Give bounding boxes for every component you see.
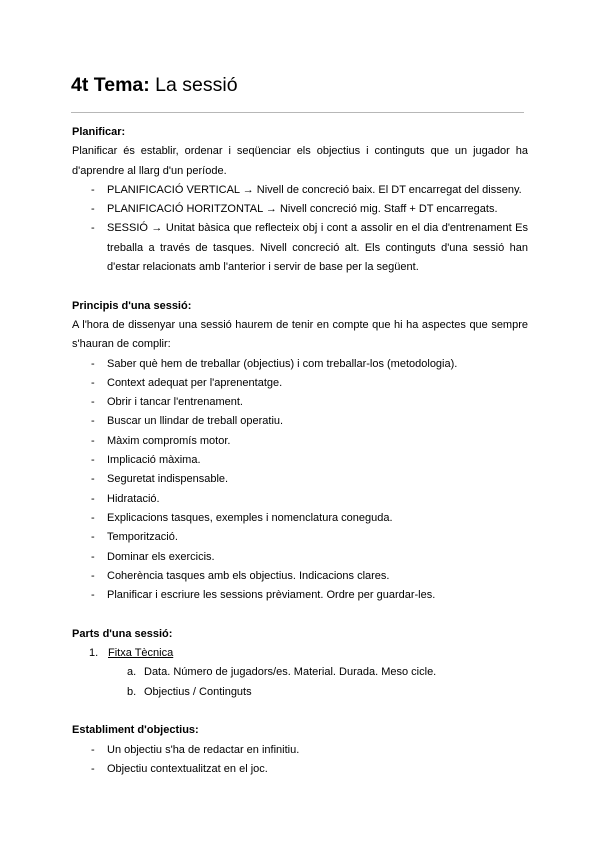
list-item-text: PLANIFICACIÓ HORITZONTAL → Nivell concreció mig. Staff + DT encarregats. [107, 203, 498, 216]
planificar-intro: Planificar és establir, ordenar i seqüenciar els objectius i continguts que un jugador ha d'aprendre al llarg d'un període. [72, 145, 528, 177]
list-item-text: Planificar i escriure les sessions prèviament. Ordre per guardar-les. [107, 589, 436, 602]
list-item-text: Implicació màxima. [107, 454, 201, 467]
number-marker: 1. [89, 647, 99, 660]
list-item [72, 490, 528, 509]
parts-heading: Parts d'una sessió: [72, 627, 173, 640]
list-item [72, 644, 528, 663]
bullet-marker: - [91, 550, 95, 563]
bullet-marker: - [91, 434, 95, 447]
list-item-text: Màxim compromís motor. [107, 434, 231, 447]
list-item-text: Temporització. [107, 531, 178, 544]
document-body [72, 123, 528, 779]
list-item [72, 470, 528, 489]
list-item [72, 355, 528, 374]
planificar-list [72, 181, 528, 277]
list-item [72, 548, 528, 567]
letter-marker: a. [127, 666, 137, 679]
bullet-marker: - [91, 589, 95, 602]
bullet-marker: - [91, 454, 95, 467]
list-item-text: Dominar els exercicis. [107, 550, 215, 563]
bullet-marker: - [91, 473, 95, 486]
list-item [72, 219, 528, 277]
title-divider [71, 112, 524, 113]
list-item [72, 200, 528, 219]
bullet-marker: - [91, 203, 95, 216]
bullet-marker: - [91, 415, 95, 428]
fitxa-tecnica-sublist [72, 663, 528, 702]
planificar-heading: Planificar: [72, 126, 126, 138]
list-item [72, 760, 528, 779]
list-item [72, 741, 528, 760]
principis-list [72, 355, 528, 606]
list-item [72, 586, 528, 605]
bullet-marker: - [91, 511, 95, 524]
list-item-text: Buscar un llindar de treball operatiu. [107, 415, 284, 428]
title-number: 4t Tema: [71, 74, 150, 96]
bullet-marker: - [91, 222, 95, 235]
bullet-marker: - [91, 376, 95, 389]
list-item-text: Explicacions tasques, exemples i nomenclatura coneguda. [107, 511, 393, 524]
list-item-text: Obrir i tancar l'entrenament. [107, 396, 243, 409]
list-item-text: Saber què hem de treballar (objectius) i com treballar-los (metodologia). [107, 357, 458, 370]
fitxa-tecnica-label: Fitxa Tècnica [108, 647, 174, 660]
bullet-marker: - [91, 762, 95, 775]
list-item [72, 181, 528, 200]
list-item [72, 374, 528, 393]
letter-marker: b. [127, 685, 137, 698]
list-item [72, 393, 528, 412]
bullet-marker: - [91, 743, 95, 756]
bullet-marker: - [91, 492, 95, 505]
principis-intro: A l'hora de dissenyar una sessió haurem de tenir en compte que hi ha aspectes que sempre s'hauran de complir: [72, 318, 528, 351]
list-item [72, 683, 528, 702]
list-item-text: Seguretat indispensable. [107, 473, 229, 486]
list-item-text: Hidratació. [107, 492, 160, 505]
list-item-text: SESSIÓ → Unitat bàsica que reflecteix obj i cont a assolir en el dia d'entrenament Es treballa a través de tasques. Nivell concreció alt. Els continguts d'una sessió han d'estar relacionats amb l'anterior i servir de base per la següent. [107, 222, 528, 274]
bullet-marker: - [91, 396, 95, 409]
list-item [72, 451, 528, 470]
list-item [72, 509, 528, 528]
bullet-marker: - [91, 183, 95, 196]
list-item-text: Objectiu contextualitzat en el joc. [107, 762, 268, 775]
list-item-text: Objectius / Continguts [144, 685, 252, 698]
parts-list [72, 644, 528, 663]
bullet-marker: - [91, 531, 95, 544]
list-item [72, 412, 528, 431]
list-item [72, 528, 528, 547]
list-item-text: PLANIFICACIÓ VERTICAL → Nivell de concreció baix. El DT encarregat del disseny. [107, 183, 522, 196]
list-item [72, 567, 528, 586]
establiment-heading: Establiment d'objectius: [72, 724, 199, 737]
bullet-marker: - [91, 357, 95, 370]
list-item-text: Context adequat per l'aprenentatge. [107, 376, 283, 389]
establiment-list [72, 741, 528, 780]
list-item [72, 432, 528, 451]
page-title [71, 72, 238, 98]
bullet-marker: - [91, 569, 95, 582]
principis-heading: Principis d'una sessió: [72, 299, 192, 312]
list-item [72, 663, 528, 682]
title-text: La sessió [155, 74, 238, 96]
list-item-text: Coherència tasques amb els objectius. Indicacions clares. [107, 569, 390, 582]
list-item-text: Un objectiu s'ha de redactar en infinitiu. [107, 743, 300, 756]
list-item-text: Data. Número de jugadors/es. Material. Durada. Meso cicle. [144, 666, 437, 679]
